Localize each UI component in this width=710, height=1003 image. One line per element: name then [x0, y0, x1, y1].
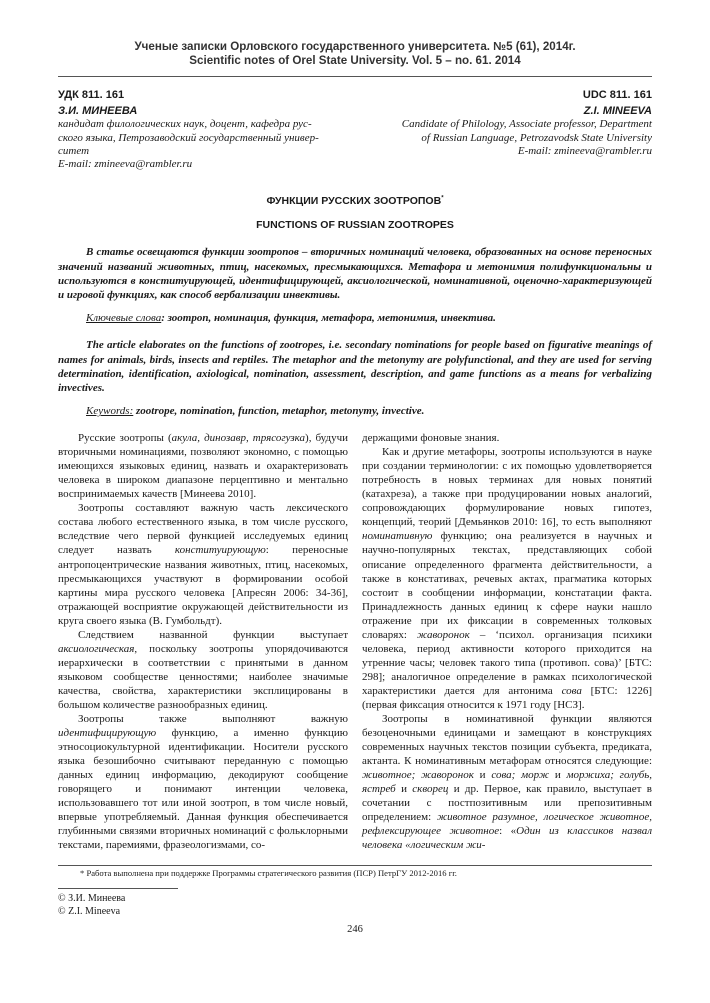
copyright-line-ru: © З.И. Минеева	[58, 892, 126, 904]
keywords-ru	[58, 312, 652, 324]
body-paragraph: Зоотропы составляют важную часть лексического состава любого естественного языка, в том числе русского, вследствие чего первой функцией исследуемых единиц следует назвать конституирующую: переносные антропоцентрические названия животных, птиц, насекомых, пресмыкающихся участвуют в формировании особой картины мира русского человека [Апресян 2006: 34-36], отражающей восприятие окружающей действительности из круга своего языка (В. Гумбольдт).	[58, 502, 348, 627]
article-title-en: FUNCTIONS OF RUSSIAN ZOOTROPES	[256, 219, 454, 232]
author-affiliation-line: Candidate of Philology, Associate professor, Department	[401, 118, 652, 131]
footnote-divider	[58, 865, 652, 866]
right-column	[362, 431, 652, 852]
journal-title-ru: Ученые записки Орловского государственного университета. №5 (61), 2014г.	[134, 40, 576, 53]
journal-title-en: Scientific notes of Orel State University. Vol. 5 – no. 61. 2014	[189, 54, 521, 67]
udc-en: UDC 811. 161	[582, 89, 652, 101]
author-name-en: Z.I. MINEEVA	[583, 105, 652, 117]
keywords-text-en: zootrope, nomination, function, metaphor, metonymy, invective.	[133, 405, 425, 418]
header-divider	[58, 76, 652, 77]
body-paragraph: Русские зоотропы (акула, динозавр, трясогузка), будучи вторичными номинациями, позволяют экономно, с помощью имеющихся языковых единиц, назвать и охарактеризовать человека в широком диапазоне перцептивно и ментально воспринимаемых качеств [Минеева 2010].	[58, 432, 348, 501]
author-affiliation-line: of Russian Language, Petrozavodsk State University	[421, 131, 652, 144]
body-paragraph: Зоотропы в номинативной функции являются безоценочными единицами и замещают в конструкциях современных научных текстов позиции субъекта, предиката, актанта. К номинативным метафорам относятся следующие: животное; жаворонок и сова; морж и моржиха; голубь, ястреб и скворец и др. Первое, как правило, выступает в сочетании с постпозитивным или препозитивным определением: животное разумное, логическое животное, рефлексирующее животное: «Один из классиков назвал человека «логическим жи-	[362, 713, 653, 852]
keywords-text-ru: : зоотроп, номинация, функция, метафора, метонимия, инвектива.	[161, 312, 496, 325]
page	[58, 40, 652, 935]
abstract-ru: В статье освещаются функции зоотропов – вторичных номинаций человека, образованных на основе переносных значений названий животных, птиц, насекомых, пресмыкающихся. Метафора и метонимия полифункциональны и используются в конституирующей, идентифицирующей, аксиологической, номинативной, оценочно-характеризующей и игровой функциях, как способ вербализации инвективы.	[58, 246, 652, 302]
author-info-en	[350, 105, 652, 171]
udc-row	[58, 89, 652, 101]
author-affiliation-line: ситет	[58, 144, 90, 157]
author-email-en: E-mail: zmineeva@rambler.ru	[517, 144, 652, 157]
copyright-line-en: © Z.I. Mineeva	[58, 905, 121, 917]
udc-ru: УДК 811. 161	[58, 89, 125, 101]
page-number: 246	[347, 923, 363, 935]
copyright-block	[58, 892, 652, 918]
body-paragraph: Как и другие метафоры, зоотропы используются в науке при создании терминологии: с их помощью удовлетворяется потребность в новых терминах для новых понятий (катахреза), а также при продуцировании новых аналогий, сопровождающих формулирование новых гипотез, концепций, теорий [Демьянков 2010: 16], то есть выполняют номинативную функцию; она реализуется в научных и научно-популярных текстах, представляющих собой описание определенного фрагмента действительности, а также в констативах, речевых актах, прагматика которых состоит в сообщении информации, констатации факта. Принадлежность данных единиц к сфере науки нашло отражение при их фиксации в современных толковых словарях: жаворонок – ‘психол. организация психики человека, период активности которого приходится на утренние часы; человек такого типа (противоп. сова)’ [БТС: 298]; аналогичное определение в рамках психологической характеристики дается для антонима сова [БТС: 1226] (первая фиксация относится к 1971 году [НСЗ].	[362, 446, 652, 711]
article-title-ru	[58, 195, 652, 207]
left-column	[58, 431, 348, 852]
keywords-en	[58, 405, 652, 417]
author-affiliation-line: ского языка, Петрозаводский государственный универ-	[58, 131, 319, 144]
title-ru-text: ФУНКЦИИ РУССКИХ ЗООТРОПОВ	[266, 195, 442, 208]
author-affiliation-line: кандидат филологических наук, доцент, кафедра рус-	[58, 118, 312, 131]
author-block	[58, 105, 652, 171]
abstract-en: The article elaborates on the functions of zootropes, i.e. secondary nominations for people based on figurative meanings of names for animals, birds, insects and reptiles. The metaphor and the metonymy are polyfunctional, and they are used for serving determination, identification, axiological, nomination, assessment, description, and game functions as a means for verbalizing invectives.	[58, 339, 652, 394]
copyright-divider	[58, 888, 178, 889]
running-header	[58, 40, 652, 68]
author-email-ru: E-mail: zmineeva@rambler.ru	[58, 158, 193, 171]
footnote: * Работа выполнена при поддержке Программы стратегического развития (ПСР) ПетрГУ 2012-2016 гг.	[80, 867, 457, 878]
body-paragraph: Зоотропы также выполняют важную идентифицирующую функцию, а именно функцию этносоциокультурной идентификации. Носители русского языка безошибочно считывают переданную с помощью данных единиц информацию, декодируют сообщение говорящего и понимают интенции человека, использовавшего тот или иной зоотроп, в том числе новый, впервые употребляемый. Данная функция обеспечивается глубинными связями вторичных номинаций с фольклорными текстами, паремиями, фразеологизмами, со-	[58, 713, 348, 852]
keywords-label-en: Keywords:	[86, 405, 134, 418]
footnote-marker: *	[441, 195, 444, 202]
keywords-label-ru: Ключевые слова	[86, 312, 162, 325]
body-paragraph-continued: держащими фоновые знания.	[362, 432, 500, 445]
body-columns	[58, 431, 652, 852]
body-paragraph: Следствием названной функции выступает аксиологическая, поскольку зоотропы упорядочиваются иерархически в соответствии с принятыми в данном языковом сообществе ценностями; наиболее значимые качества, свойства, характеристики эксплицированы в большом количестве разнообразных единиц.	[58, 628, 348, 711]
author-info-ru	[58, 105, 350, 171]
author-name-ru: З.И. МИНЕЕВА	[58, 105, 138, 117]
